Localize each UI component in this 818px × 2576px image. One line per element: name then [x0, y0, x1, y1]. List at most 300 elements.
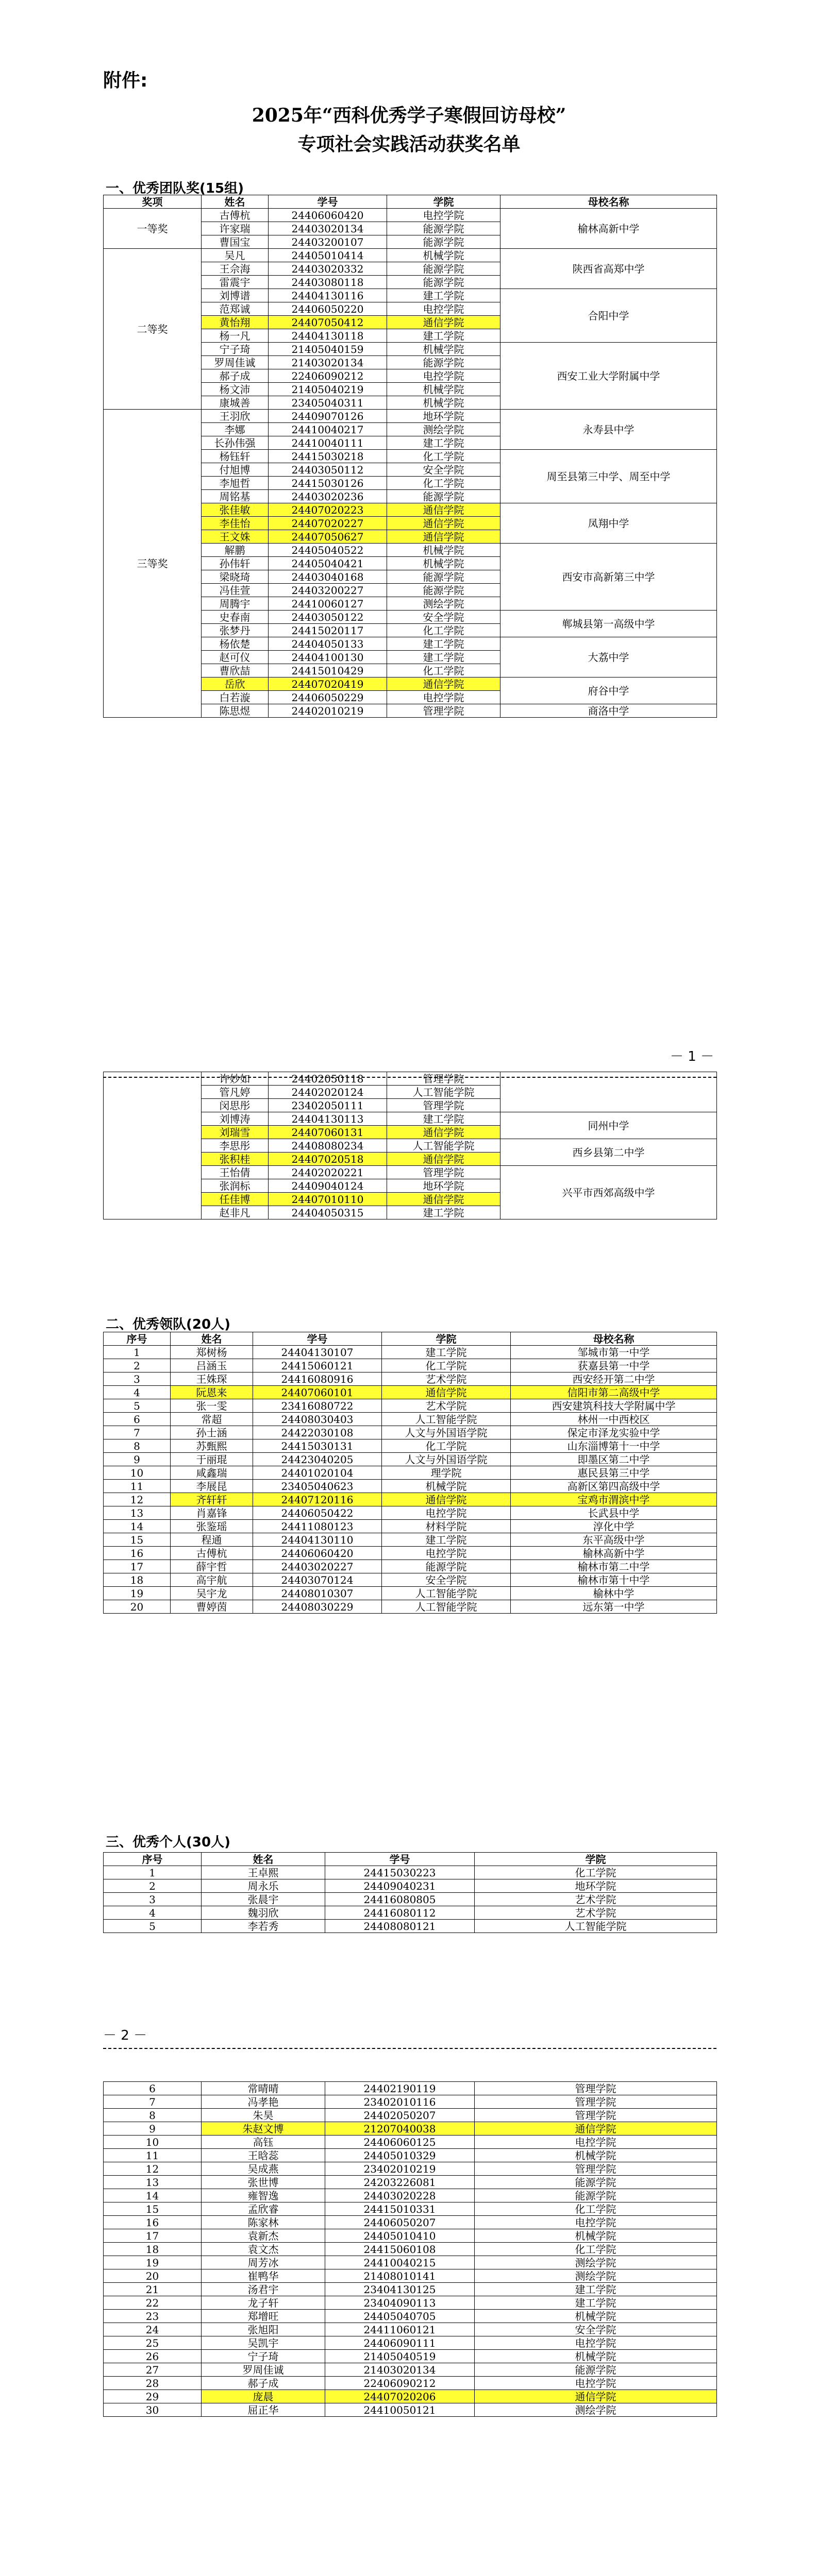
college-cell: 电控学院 [382, 1547, 511, 1560]
student-id-cell: 24403020228 [325, 2189, 475, 2202]
school-cell: 获嘉县第一中学 [511, 1359, 717, 1372]
student-id-cell: 21207040038 [325, 2122, 475, 2136]
student-id-cell: 24402010219 [269, 704, 387, 718]
college-cell: 电控学院 [387, 369, 500, 383]
index-cell: 19 [104, 2256, 202, 2269]
school-cell: 西安建筑科技大学附属中学 [511, 1399, 717, 1413]
name-cell: 雷震宇 [202, 276, 269, 289]
student-id-cell: 24403200107 [269, 235, 387, 249]
table-row [104, 1359, 717, 1372]
student-id-cell: 24407120116 [253, 1493, 382, 1506]
index-cell: 7 [104, 2095, 202, 2109]
student-id-cell: 24423040205 [253, 1453, 382, 1466]
school-cell: 山东淄博第十一中学 [511, 1439, 717, 1453]
student-id-cell: 23402010219 [325, 2162, 475, 2176]
section-leader-heading: 二、优秀领队(20人) [106, 1317, 230, 1332]
student-id-cell: 24415010331 [325, 2202, 475, 2216]
name-cell: 刘博谱 [202, 289, 269, 302]
school-cell: 榆林高新中学 [511, 1547, 717, 1560]
table-row [104, 2283, 717, 2296]
table-row [104, 2216, 717, 2229]
column-header: 学院 [387, 195, 500, 209]
student-id-cell: 24411080123 [253, 1520, 382, 1533]
index-cell: 24 [104, 2323, 202, 2336]
column-header: 学号 [325, 1853, 475, 1866]
school-cell: 郸城县第一高级中学 [500, 611, 717, 637]
college-cell: 通信学院 [382, 1493, 511, 1506]
name-cell: 冯佳萱 [202, 584, 269, 597]
table-row [104, 1879, 717, 1893]
name-cell: 闵思彤 [202, 1099, 269, 1112]
table-row [104, 1372, 717, 1386]
name-cell: 刘博涛 [202, 1112, 269, 1126]
page-break [103, 2048, 716, 2049]
college-cell: 建工学院 [387, 637, 500, 651]
student-id-cell: 24403050122 [269, 611, 387, 624]
table-row [104, 1493, 717, 1506]
school-cell: 信阳市第二高级中学 [511, 1386, 717, 1399]
name-cell: 解鹏 [202, 544, 269, 557]
student-id-cell: 24403040168 [269, 570, 387, 584]
college-cell: 地环学院 [387, 410, 500, 423]
name-cell: 罗周佳诚 [202, 356, 269, 369]
column-header: 姓名 [171, 1332, 253, 1346]
college-cell: 人工智能学院 [382, 1413, 511, 1426]
college-cell: 测绘学院 [475, 2403, 717, 2417]
table-row [104, 2229, 717, 2243]
page-number: － 2 － [103, 2028, 147, 2043]
award-level-cell: 一等奖 [104, 209, 202, 249]
college-cell: 电控学院 [475, 2336, 717, 2350]
index-cell: 13 [104, 2176, 202, 2189]
college-cell: 化工学院 [387, 477, 500, 490]
name-cell: 岳欣 [202, 677, 269, 691]
college-cell: 能源学院 [387, 356, 500, 369]
student-id-cell: 24410040111 [269, 436, 387, 450]
index-cell: 27 [104, 2363, 202, 2377]
school-cell: 榆林高新中学 [500, 209, 717, 249]
student-id-cell: 24415060108 [325, 2243, 475, 2256]
college-cell: 机械学院 [387, 383, 500, 396]
name-cell: 袁文杰 [202, 2243, 325, 2256]
student-id-cell: 24408030403 [253, 1413, 382, 1426]
index-cell: 1 [104, 1866, 202, 1879]
name-cell: 袁新杰 [202, 2229, 325, 2243]
team-award-table-continued [103, 1072, 717, 1219]
student-id-cell: 24406050220 [269, 302, 387, 316]
school-cell: 长武县中学 [511, 1506, 717, 1520]
name-cell: 宁子琦 [202, 343, 269, 356]
table-row [104, 249, 717, 262]
college-cell: 地环学院 [475, 1879, 717, 1893]
name-cell: 杨依楚 [202, 637, 269, 651]
column-header: 学号 [253, 1332, 382, 1346]
college-cell: 化工学院 [475, 1866, 717, 1879]
index-cell: 28 [104, 2377, 202, 2390]
index-cell: 20 [104, 1600, 171, 1614]
name-cell: 史春南 [202, 611, 269, 624]
index-cell: 2 [104, 1359, 171, 1372]
student-id-cell: 24406060420 [269, 209, 387, 222]
student-id-cell: 24203226081 [325, 2176, 475, 2189]
student-id-cell: 24406060420 [253, 1547, 382, 1560]
index-cell: 18 [104, 2243, 202, 2256]
student-id-cell: 24406090111 [325, 2336, 475, 2350]
school-cell: 兴平市西郊高级中学 [500, 1166, 717, 1219]
name-cell: 常超 [171, 1413, 253, 1426]
table-row [104, 1480, 717, 1493]
college-cell: 能源学院 [475, 2189, 717, 2202]
name-cell: 高宇航 [171, 1573, 253, 1587]
college-cell: 人工智能学院 [387, 1086, 500, 1099]
college-cell: 电控学院 [387, 691, 500, 704]
name-cell: 罗周佳诚 [202, 2363, 325, 2377]
name-cell: 张晨宇 [202, 1893, 325, 1906]
index-cell: 9 [104, 1453, 171, 1466]
index-cell: 14 [104, 1520, 171, 1533]
student-id-cell: 24410040215 [325, 2256, 475, 2269]
college-cell: 机械学院 [387, 557, 500, 570]
index-cell: 11 [104, 1480, 171, 1493]
school-cell: 西乡县第二中学 [500, 1139, 717, 1166]
name-cell: 张一雯 [171, 1399, 253, 1413]
school-cell: 远东第一中学 [511, 1600, 717, 1614]
student-id-cell: 24407060131 [269, 1126, 387, 1139]
student-id-cell: 24404130113 [269, 1112, 387, 1126]
table-row [104, 2256, 717, 2269]
name-cell: 朱赵文博 [202, 2122, 325, 2136]
student-id-cell: 24404130107 [253, 1346, 382, 1359]
school-cell: 陕西省高郑中学 [500, 249, 717, 289]
college-cell: 通信学院 [475, 2122, 717, 2136]
college-cell: 能源学院 [387, 570, 500, 584]
name-cell: 王文姝 [202, 530, 269, 544]
page-number: － 1 － [670, 1049, 714, 1064]
table-row [104, 1386, 717, 1399]
table-row [104, 1426, 717, 1439]
index-cell: 21 [104, 2283, 202, 2296]
college-cell: 能源学院 [387, 490, 500, 503]
student-id-cell: 24406050422 [253, 1506, 382, 1520]
name-cell: 崔鸭华 [202, 2269, 325, 2283]
name-cell: 王卓熙 [202, 1866, 325, 1879]
name-cell: 李娜 [202, 423, 269, 436]
table-row [104, 1600, 717, 1614]
college-cell: 能源学院 [387, 262, 500, 276]
table-row [104, 1346, 717, 1359]
school-cell: 大荔中学 [500, 637, 717, 677]
name-cell: 许妙如 [202, 1072, 269, 1086]
name-cell: 王佘海 [202, 262, 269, 276]
table-row [104, 2269, 717, 2283]
college-cell: 艺术学院 [382, 1372, 511, 1386]
index-cell: 11 [104, 2149, 202, 2162]
index-cell: 4 [104, 1906, 202, 1920]
student-id-cell: 24404050133 [269, 637, 387, 651]
name-cell: 孙伟轩 [202, 557, 269, 570]
college-cell: 能源学院 [382, 1560, 511, 1573]
name-cell: 吴宇龙 [171, 1587, 253, 1600]
college-cell: 管理学院 [387, 1072, 500, 1086]
student-id-cell: 24410060127 [269, 597, 387, 611]
student-id-cell: 24407020206 [325, 2390, 475, 2403]
index-cell: 14 [104, 2189, 202, 2202]
school-cell: 东平高级中学 [511, 1533, 717, 1547]
name-cell: 王羽欣 [202, 410, 269, 423]
table-row [104, 1573, 717, 1587]
table-row [104, 2390, 717, 2403]
name-cell: 许家瑞 [202, 222, 269, 235]
student-id-cell: 24415060121 [253, 1359, 382, 1372]
school-cell [500, 1072, 717, 1112]
column-header: 姓名 [202, 195, 269, 209]
name-cell: 陈思煜 [202, 704, 269, 718]
name-cell: 孙士涵 [171, 1426, 253, 1439]
index-cell: 9 [104, 2122, 202, 2136]
student-id-cell: 24403080118 [269, 276, 387, 289]
school-cell: 榆林中学 [511, 1587, 717, 1600]
name-cell: 李展昆 [171, 1480, 253, 1493]
college-cell: 管理学院 [475, 2162, 717, 2176]
doc-title-line1: 2025年“西科优秀学子寒假回访母校” [252, 105, 566, 126]
college-cell: 建工学院 [387, 436, 500, 450]
column-header: 母校名称 [500, 195, 717, 209]
name-cell: 郑树杨 [171, 1346, 253, 1359]
name-cell: 杨文沛 [202, 383, 269, 396]
table-row [104, 2122, 717, 2136]
student-id-cell: 24405040705 [325, 2310, 475, 2323]
student-id-cell: 24408080234 [269, 1139, 387, 1153]
student-id-cell: 24403020332 [269, 262, 387, 276]
college-cell: 安全学院 [382, 1573, 511, 1587]
leader-table [103, 1332, 717, 1614]
student-id-cell: 21403020134 [325, 2363, 475, 2377]
section-team-heading: 一、优秀团队奖(15组) [106, 181, 244, 196]
student-id-cell: 24403020227 [253, 1560, 382, 1573]
student-id-cell: 24404100130 [269, 651, 387, 664]
table-row [104, 2095, 717, 2109]
college-cell: 建工学院 [387, 651, 500, 664]
student-id-cell: 24406060125 [325, 2136, 475, 2149]
college-cell: 通信学院 [387, 530, 500, 544]
name-cell: 张积桂 [202, 1153, 269, 1166]
college-cell: 化工学院 [387, 450, 500, 463]
table-row [104, 2377, 717, 2390]
name-cell: 肖嘉锋 [171, 1506, 253, 1520]
school-cell: 西安经开第二中学 [511, 1372, 717, 1386]
table-row [104, 1439, 717, 1453]
table-row [104, 1587, 717, 1600]
table-row [104, 1399, 717, 1413]
college-cell: 安全学院 [387, 463, 500, 477]
college-cell: 能源学院 [475, 2363, 717, 2377]
name-cell: 郝子成 [202, 2377, 325, 2390]
college-cell: 管理学院 [387, 1166, 500, 1179]
table-row [104, 2323, 717, 2336]
table-row [104, 2310, 717, 2323]
name-cell: 咸鑫瑞 [171, 1466, 253, 1480]
college-cell: 管理学院 [387, 704, 500, 718]
college-cell: 机械学院 [387, 249, 500, 262]
college-cell: 安全学院 [387, 611, 500, 624]
name-cell: 庞晨 [202, 2390, 325, 2403]
table-row [104, 1920, 717, 1933]
column-header: 学院 [475, 1853, 717, 1866]
student-id-cell: 24408030229 [253, 1600, 382, 1614]
college-cell: 理学院 [382, 1466, 511, 1480]
name-cell: 王怡倩 [202, 1166, 269, 1179]
name-cell: 于丽琨 [171, 1453, 253, 1466]
column-header: 序号 [104, 1332, 171, 1346]
college-cell: 化工学院 [382, 1359, 511, 1372]
name-cell: 周腾宇 [202, 597, 269, 611]
name-cell: 周芳冰 [202, 2256, 325, 2269]
student-id-cell: 24405010329 [325, 2149, 475, 2162]
student-id-cell: 24403070124 [253, 1573, 382, 1587]
index-cell: 4 [104, 1386, 171, 1399]
name-cell: 张世博 [202, 2176, 325, 2189]
college-cell: 通信学院 [387, 1153, 500, 1166]
name-cell: 吴凯宇 [202, 2336, 325, 2350]
index-cell: 10 [104, 1466, 171, 1480]
student-id-cell: 24416080916 [253, 1372, 382, 1386]
column-header: 母校名称 [511, 1332, 717, 1346]
index-cell: 16 [104, 2216, 202, 2229]
student-id-cell: 24404050315 [269, 1206, 387, 1219]
college-cell: 人工智能学院 [382, 1600, 511, 1614]
name-cell: 范郑诚 [202, 302, 269, 316]
table-row [104, 1547, 717, 1560]
name-cell: 周永乐 [202, 1879, 325, 1893]
college-cell: 艺术学院 [475, 1906, 717, 1920]
student-id-cell: 24402020124 [269, 1086, 387, 1099]
table-row [104, 1866, 717, 1879]
student-id-cell: 24406050207 [325, 2216, 475, 2229]
name-cell: 雍智逸 [202, 2189, 325, 2202]
college-cell: 能源学院 [475, 2176, 717, 2189]
individual-table [103, 1852, 717, 1933]
college-cell: 建工学院 [387, 1206, 500, 1219]
college-cell: 机械学院 [475, 2149, 717, 2162]
name-cell: 李思彤 [202, 1139, 269, 1153]
school-cell: 永寿县中学 [500, 410, 717, 450]
college-cell: 能源学院 [387, 235, 500, 249]
name-cell: 龙子轩 [202, 2296, 325, 2310]
name-cell: 冯孝艳 [202, 2095, 325, 2109]
table-row [104, 2082, 717, 2095]
name-cell: 阮恩来 [171, 1386, 253, 1399]
name-cell: 吕涵玉 [171, 1359, 253, 1372]
table-row [104, 1560, 717, 1573]
index-cell: 30 [104, 2403, 202, 2417]
school-cell: 合阳中学 [500, 289, 717, 343]
college-cell: 电控学院 [475, 2136, 717, 2149]
student-id-cell: 21403020134 [269, 356, 387, 369]
award-level-cell [104, 1072, 202, 1219]
team-award-table [103, 195, 717, 718]
college-cell: 能源学院 [387, 222, 500, 235]
student-id-cell: 21408010141 [325, 2269, 475, 2283]
student-id-cell: 24402050207 [325, 2109, 475, 2122]
award-level-cell: 三等奖 [104, 410, 202, 718]
student-id-cell: 24401020104 [253, 1466, 382, 1480]
table-row [104, 2149, 717, 2162]
school-cell: 林州一中西校区 [511, 1413, 717, 1426]
school-cell: 榆林市第二中学 [511, 1560, 717, 1573]
name-cell: 梁晓琦 [202, 570, 269, 584]
name-cell: 张旭阳 [202, 2323, 325, 2336]
student-id-cell: 24415030126 [269, 477, 387, 490]
college-cell: 通信学院 [387, 316, 500, 329]
school-cell: 惠民县第三中学 [511, 1466, 717, 1480]
student-id-cell: 24407020419 [269, 677, 387, 691]
student-id-cell: 24405010414 [269, 249, 387, 262]
index-cell: 16 [104, 1547, 171, 1560]
school-cell: 即墨区第二中学 [511, 1453, 717, 1466]
college-cell: 电控学院 [475, 2377, 717, 2390]
name-cell: 常晴晴 [202, 2082, 325, 2095]
index-cell: 6 [104, 1413, 171, 1426]
school-cell: 西安工业大学附属中学 [500, 343, 717, 410]
college-cell: 测绘学院 [475, 2256, 717, 2269]
table-row [104, 1893, 717, 1906]
student-id-cell: 24416080112 [325, 1906, 475, 1920]
table-row [104, 1906, 717, 1920]
student-id-cell: 23402050111 [269, 1099, 387, 1112]
student-id-cell: 21405040219 [269, 383, 387, 396]
school-cell: 府谷中学 [500, 677, 717, 704]
index-cell: 25 [104, 2336, 202, 2350]
table-row [104, 2202, 717, 2216]
college-cell: 化工学院 [475, 2202, 717, 2216]
name-cell: 黄怡翔 [202, 316, 269, 329]
student-id-cell: 24411060121 [325, 2323, 475, 2336]
school-cell: 邹城市第一中学 [511, 1346, 717, 1359]
student-id-cell: 24415030223 [325, 1866, 475, 1879]
doc-title-line2: 专项社会实践活动获奖名单 [297, 133, 521, 155]
table-row [104, 2243, 717, 2256]
index-cell: 7 [104, 1426, 171, 1439]
school-cell: 保定市泽龙实验中学 [511, 1426, 717, 1439]
student-id-cell: 24405010410 [325, 2229, 475, 2243]
index-cell: 18 [104, 1573, 171, 1587]
index-cell: 23 [104, 2310, 202, 2323]
student-id-cell: 24415010429 [269, 664, 387, 677]
student-id-cell: 24403020134 [269, 222, 387, 235]
name-cell: 张佳敏 [202, 503, 269, 517]
table-row [104, 2136, 717, 2149]
student-id-cell: 24407020227 [269, 517, 387, 530]
student-id-cell: 23404090113 [325, 2296, 475, 2310]
college-cell: 建工学院 [382, 1346, 511, 1359]
college-cell: 建工学院 [475, 2296, 717, 2310]
table-row [104, 2162, 717, 2176]
college-cell: 管理学院 [387, 1099, 500, 1112]
index-cell: 20 [104, 2269, 202, 2283]
college-cell: 管理学院 [475, 2082, 717, 2095]
name-cell: 曹欣喆 [202, 664, 269, 677]
index-cell: 5 [104, 1920, 202, 1933]
college-cell: 测绘学院 [387, 597, 500, 611]
index-cell: 17 [104, 2229, 202, 2243]
college-cell: 机械学院 [475, 2229, 717, 2243]
college-cell: 机械学院 [475, 2350, 717, 2363]
college-cell: 电控学院 [475, 2216, 717, 2229]
name-cell: 曹国宝 [202, 235, 269, 249]
name-cell: 杨一凡 [202, 329, 269, 343]
college-cell: 化工学院 [475, 2243, 717, 2256]
student-id-cell: 24415030131 [253, 1439, 382, 1453]
